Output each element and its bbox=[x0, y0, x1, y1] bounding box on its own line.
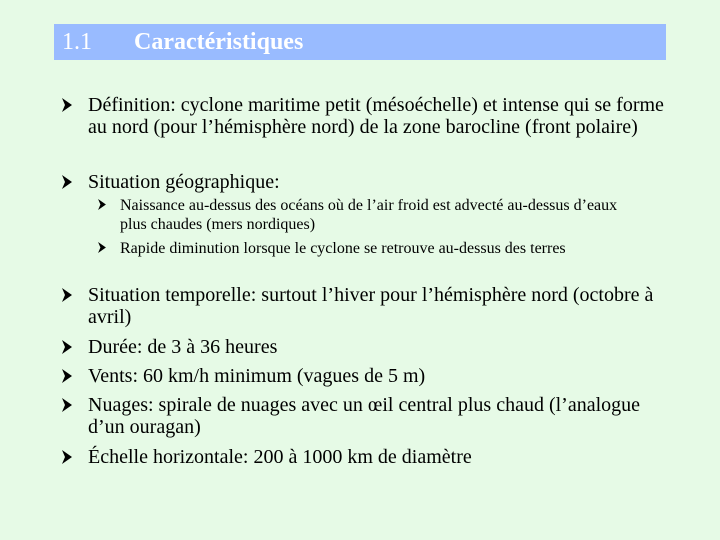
bullet-text: Durée: de 3 à 36 heures bbox=[88, 336, 278, 358]
arrowhead-bullet-icon bbox=[62, 450, 72, 464]
bullet-text: Situation géographique: bbox=[88, 171, 280, 193]
bullet-text: Vents: 60 km/h minimum (vagues de 5 m) bbox=[88, 365, 426, 387]
arrowhead-bullet-icon bbox=[62, 340, 72, 354]
sub-bullet-text: Naissance au-dessus des océans où de l’air froid est advecté au-dessus d’eaux plus chaudes (mers nordiques) bbox=[120, 197, 618, 233]
section-number: 1.1 bbox=[62, 29, 92, 55]
sub-bullet-text: Rapide diminution lorsque le cyclone se retrouve au-dessus des terres bbox=[120, 240, 566, 257]
bullet-text: Définition: cyclone maritime petit (mésoéchelle) et intense qui se forme au nord (pour l’hémisphère nord) de la zone barocline (front polaire) bbox=[88, 94, 664, 138]
slide-title: Caractéristiques bbox=[134, 29, 304, 55]
bullet-text: Situation temporelle: surtout l’hiver pour l’hémisphère nord (octobre à avril) bbox=[88, 284, 654, 328]
arrowhead-bullet-icon bbox=[62, 175, 72, 189]
arrowhead-bullet-icon bbox=[62, 288, 72, 302]
arrowhead-bullet-icon bbox=[62, 398, 72, 412]
slide-title-bar bbox=[54, 24, 666, 60]
arrowhead-bullet-icon bbox=[62, 369, 72, 383]
bullet-text: Échelle horizontale: 200 à 1000 km de diamètre bbox=[88, 446, 472, 468]
arrowhead-bullet-icon bbox=[62, 98, 72, 112]
arrowhead-bullet-icon bbox=[98, 199, 106, 210]
arrowhead-bullet-icon bbox=[98, 242, 106, 253]
bullet-text: Nuages: spirale de nuages avec un œil central plus chaud (l’analogue d’un ouragan) bbox=[88, 394, 641, 438]
